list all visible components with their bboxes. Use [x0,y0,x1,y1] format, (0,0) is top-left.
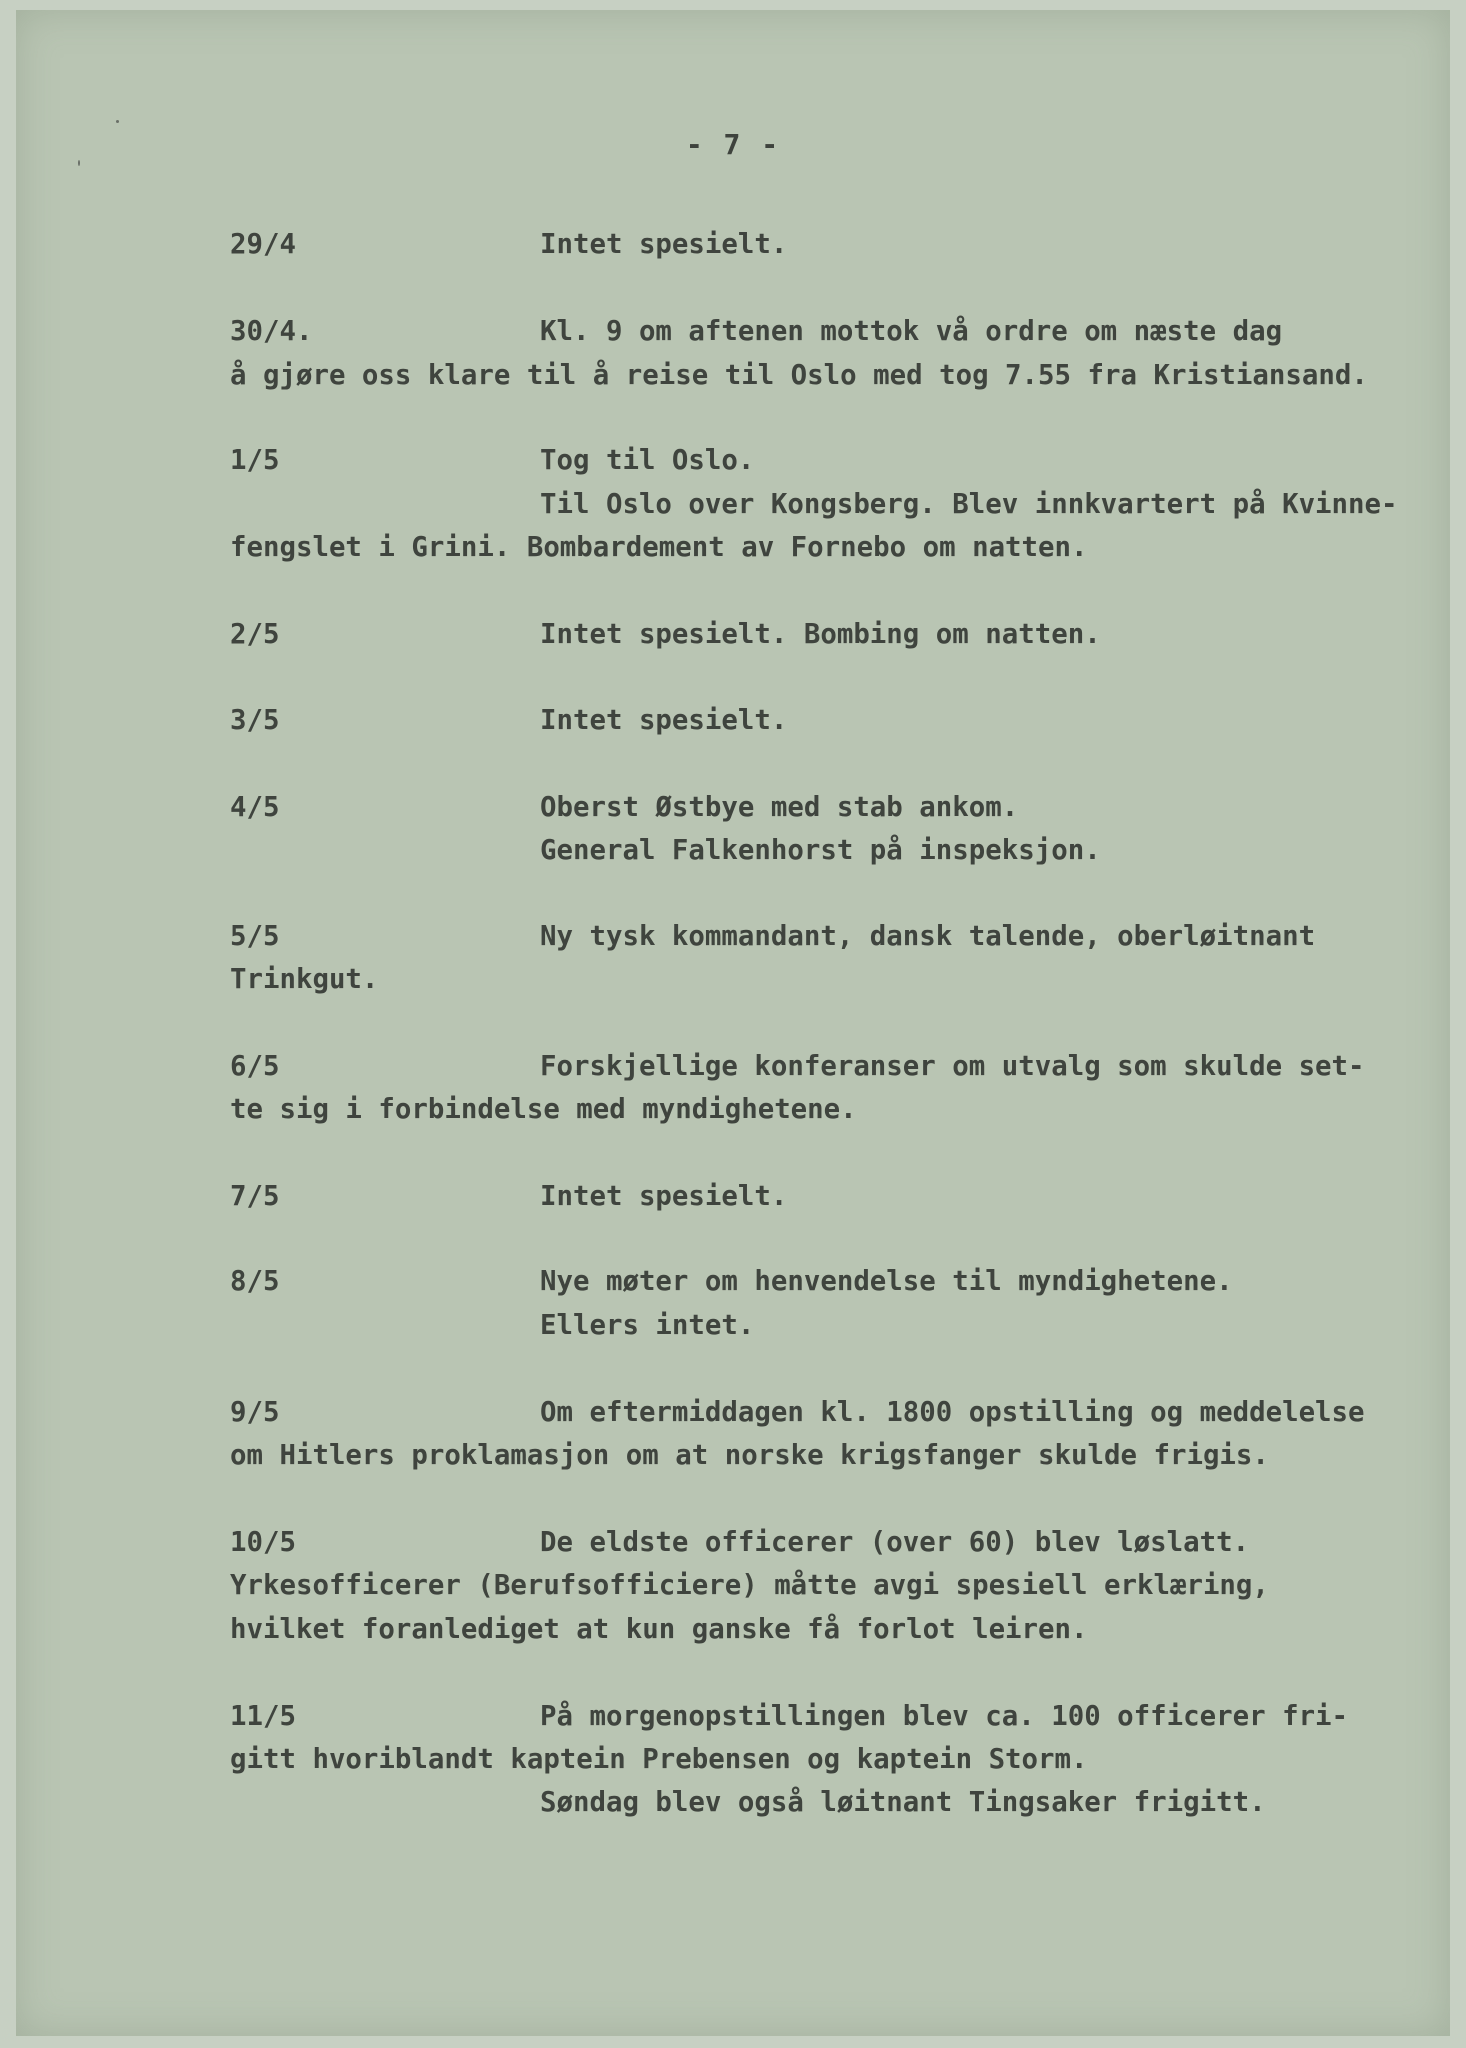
entry-line: Intet spesielt. [540,705,788,736]
entry-date: 3/5 [230,705,280,736]
entry-date: 5/5 [230,921,280,952]
entry-line: Om eftermiddagen kl. 1800 opstilling og meddelelse [540,1397,1365,1428]
page-number: - 7 - [685,128,781,161]
entry-date: 30/4. [230,316,313,347]
entry-line: å gjøre oss klare til å reise til Oslo med tog 7.55 fra Kristiansand. [230,360,1368,391]
entry-line: Ny tysk kommandant, dansk talende, oberløitnant [540,921,1316,952]
entry-line: Til Oslo over Kongsberg. Blev innkvartert på Kvinne- [540,489,1398,520]
paper-speck [116,120,119,123]
entry-date: 9/5 [230,1397,280,1428]
entry-line: Nye møter om henvendelse til myndighetene. [540,1266,1233,1297]
entry-date: 29/4 [230,229,296,260]
entry-line: Ellers intet. [540,1310,755,1341]
entry-date: 8/5 [230,1266,280,1297]
entry-date: 2/5 [230,619,280,650]
entry-line: De eldste officerer (over 60) blev løslatt. [540,1527,1250,1558]
entry-line: Forskjellige konferanser om utvalg som skulde set- [540,1051,1365,1082]
entry-date: 11/5 [230,1701,296,1732]
entry-line: Intet spesielt. Bombing om natten. [540,619,1101,650]
entry-line: Kl. 9 om aftenen mottok vå ordre om næste dag [540,316,1283,347]
entry-line: te sig i forbindelse med myndighetene. [230,1094,857,1125]
entry-line: gitt hvoriblandt kaptein Prebensen og kaptein Storm. [230,1744,1088,1775]
entry-line: Trinkgut. [230,964,379,995]
entry-date: 4/5 [230,792,280,823]
entry-line: Oberst Østbye med stab ankom. [540,792,1019,823]
entry-line: Søndag blev også løitnant Tingsaker frigitt. [540,1787,1266,1818]
entry-date: 6/5 [230,1051,280,1082]
entry-line: Tog til Oslo. [540,445,755,476]
entry-date: 1/5 [230,445,280,476]
document-page [16,10,1450,2036]
entry-line: Intet spesielt. [540,229,788,260]
entry-line: På morgenopstillingen blev ca. 100 officerer fri- [540,1701,1349,1732]
entry-line: fengslet i Grini. Bombardement av Fornebo om natten. [230,532,1088,563]
paper-speck [78,160,80,166]
entry-date: 10/5 [230,1527,296,1558]
entry-line: om Hitlers proklamasjon om at norske krigsfanger skulde frigis. [230,1440,1269,1471]
entry-line: General Falkenhorst på inspeksjon. [540,835,1101,866]
entry-line: Intet spesielt. [540,1181,788,1212]
entry-line: hvilket foranlediget at kun ganske få forlot leiren. [230,1614,1088,1645]
entry-date: 7/5 [230,1181,280,1212]
entry-line: Yrkesofficerer (Berufsofficiere) måtte avgi spesiell erklæring, [230,1570,1269,1601]
